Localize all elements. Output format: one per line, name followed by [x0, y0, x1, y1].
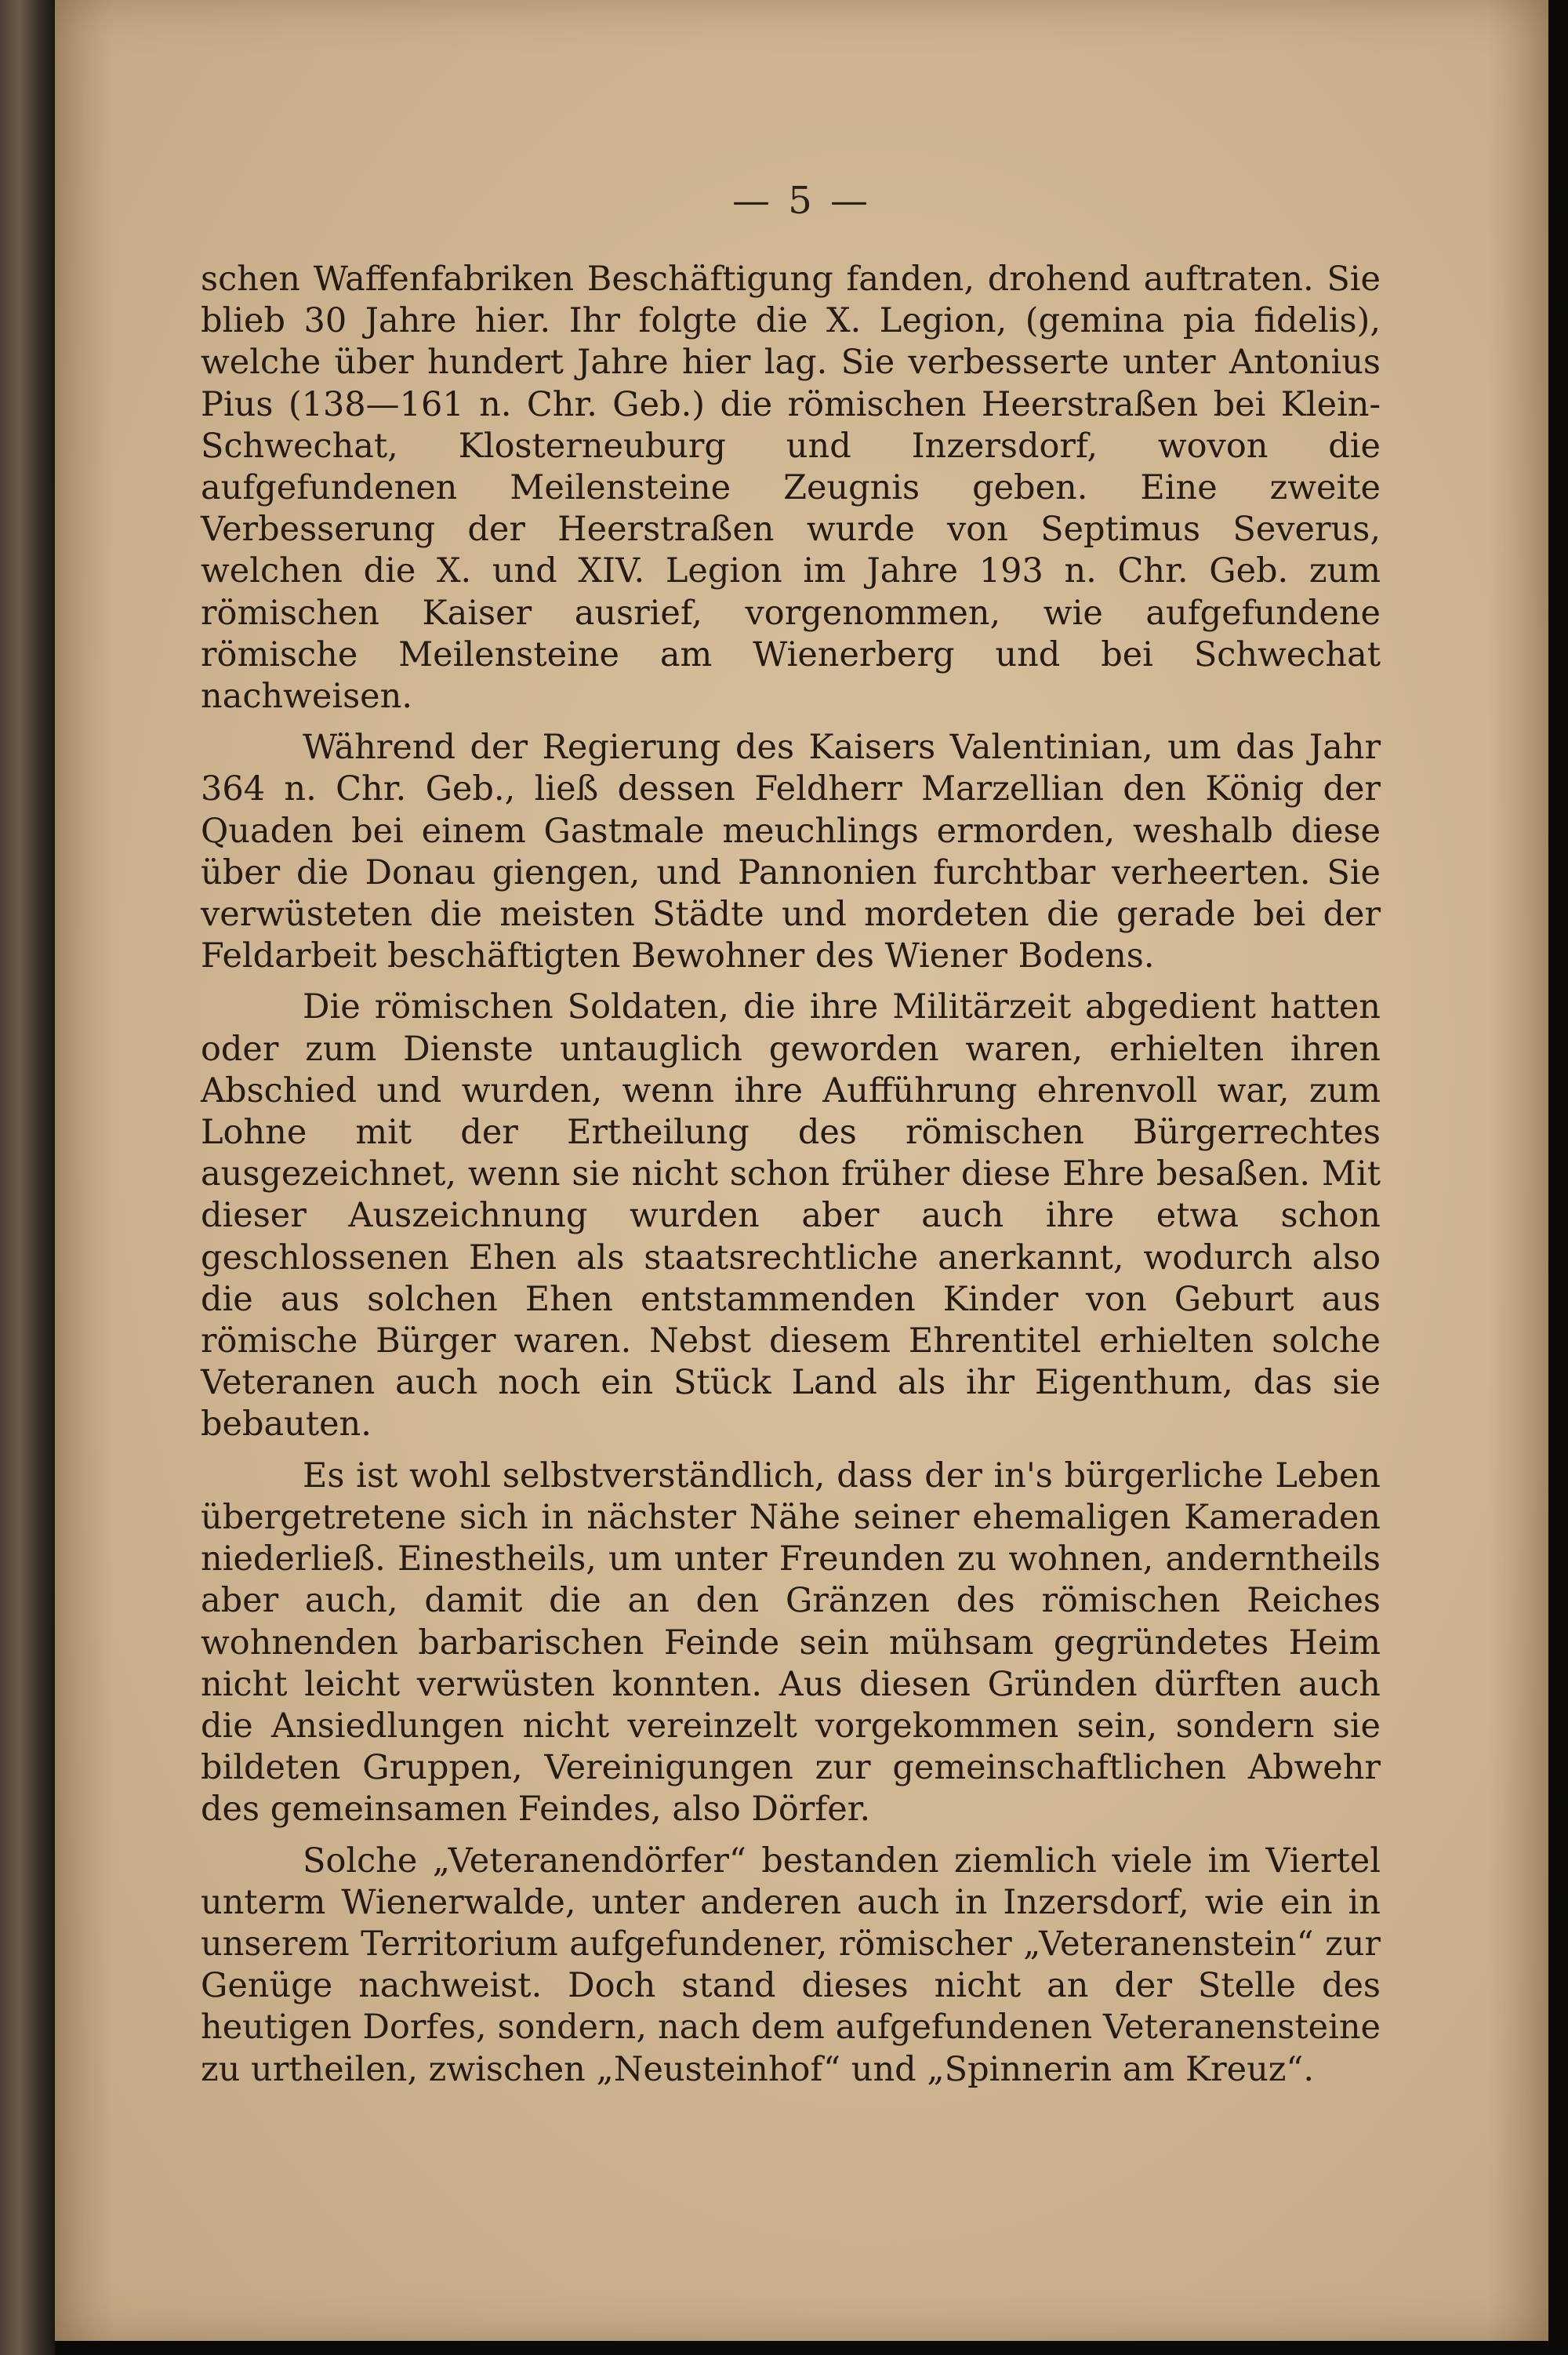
paragraph-5: Solche „Veteranendörfer“ bestanden ziemlich viele im Viertel unterm Wienerwalde, unter anderen auch in Inzersdorf, wie ein in unserem Territorium aufgefundener, römischer „Veteranenstein“ zur Genüge nachweist. Doch stand dieses nicht an der Stelle des heutigen Dorfes, sondern, nach dem aufgefundenen Veteranensteine zu urtheilen, zwischen „Neusteinhof“ und „Spinnerin am Kreuz“.: [201, 1841, 1381, 2089]
body-text: [201, 259, 1381, 2100]
paragraph-3: Die römischen Soldaten, die ihre Militärzeit abgedient hatten oder zum Dienste untauglich geworden waren, erhielten ihren Abschied und wurden, wenn ihre Aufführung ehrenvoll war, zum Lohne mit der Ertheilung des römischen Bürgerrechtes ausgezeichnet, wenn sie nicht schon früher diese Ehre besaßen. Mit dieser Auszeichnung wurden aber auch ihre etwa schon geschlossenen Ehen als staatsrechtliche anerkannt, wodurch also die aus solchen Ehen entstammenden Kinder von Geburt aus römische Bürger waren. Nebst diesem Ehrentitel erhielten solche Veteranen auch noch ein Stück Land als ihr Eigenthum, das sie bebauten.: [201, 987, 1381, 1445]
paragraph-4: Es ist wohl selbstverständlich, dass der in's bürgerliche Leben übergetretene sich in nächster Nähe seiner ehemaligen Kameraden niederließ. Einestheils, um unter Freunden zu wohnen, anderntheils aber auch, damit die an den Gränzen des römischen Reiches wohnenden barbarischen Feinde sein mühsam gegründetes Heim nicht leicht verwüsten konnten. Aus diesen Gründen dürften auch die Ansiedlungen nicht vereinzelt vorgekommen sein, sondern sie bildeten Gruppen, Vereinigungen zur gemeinschaftlichen Abwehr des gemeinsamen Feindes, also Dörfer.: [201, 1456, 1381, 1830]
page-number: — 5 —: [731, 179, 872, 223]
book-page: [55, 0, 1548, 2341]
paragraph-1: schen Waffenfabriken Beschäftigung fanden, drohend auftraten. Sie blieb 30 Jahre hier. Ihr folgte die X. Legion, (gemina pia fidelis), welche über hundert Jahre hier lag. Sie verbesserte unter Antonius Pius (138—161 n. Chr. Geb.) die römischen Heerstraßen bei Klein-Schwechat, Klosterneuburg und Inzersdorf, wovon die aufgefundenen Meilensteine Zeugnis geben. Eine zweite Verbesserung der Heerstraßen wurde von Septimus Severus, welchen die X. und XIV. Legion im Jahre 193 n. Chr. Geb. zum römischen Kaiser ausrief, vorgenommen, wie aufgefundene römische Meilensteine am Wienerberg und bei Schwechat nachweisen.: [201, 260, 1381, 717]
book-spine-edge: [0, 0, 55, 2355]
paragraph-2: Während der Regierung des Kaisers Valentinian, um das Jahr 364 n. Chr. Geb., ließ dessen Feldherr Marzellian den König der Quaden bei einem Gastmale meuchlings ermorden, weshalb diese über die Donau giengen, und Pannonien furchtbar verheerten. Sie verwüsteten die meisten Städte und mordeten die gerade bei der Feldarbeit beschäftigten Bewohner des Wiener Bodens.: [201, 728, 1381, 976]
